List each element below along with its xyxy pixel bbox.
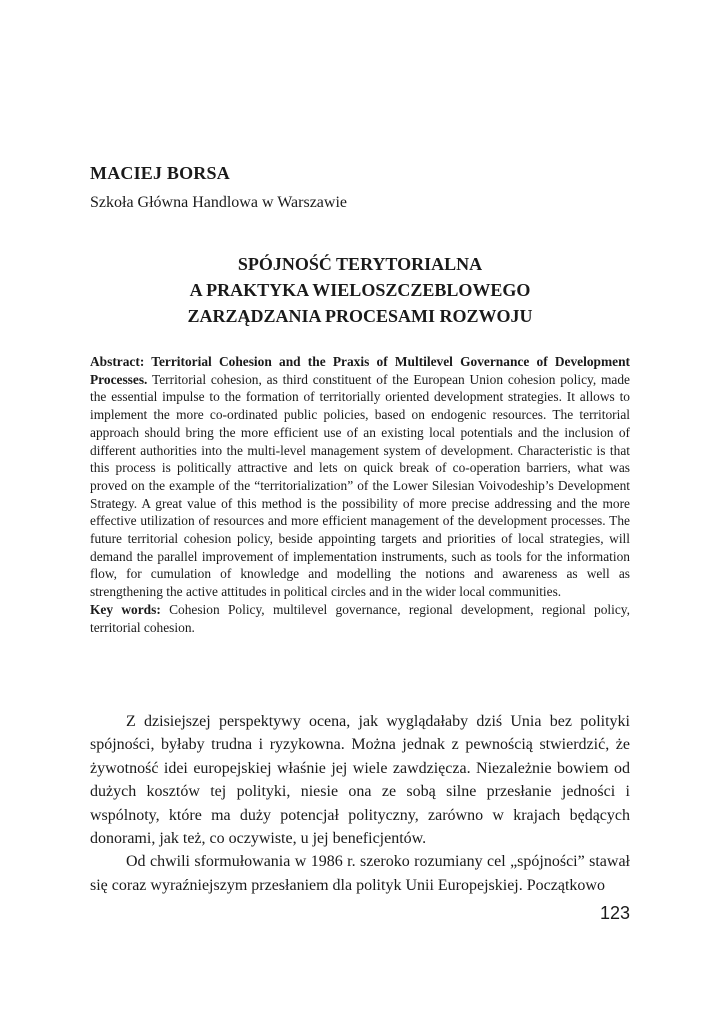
abstract-body [90, 353, 630, 601]
paper-title [90, 251, 630, 329]
keywords-text: Cohesion Policy, multilevel governance, regional development, regional policy, territorial cohesion. [90, 601, 630, 635]
body-paragraph-1: Z dzisiejszej perspektywy ocena, jak wyglądałaby dziś Unia bez polityki spójności, byłaby trudna i ryzykowna. Można jednak z pewnością stwierdzić, że żywotność idei europejskiej właśnie jej wiele zawdzięcza. Niezależnie bowiem od dużych kosztów tej polityki, niesie ona ze sobą silne przesłanie jedności i wspólnoty, które ma duży potencjał polityczny, zarówno w krajach będących donorami, jak też, co oczywiste, u jej beneficjentów. [90, 713, 630, 848]
keywords-label: Key words: [90, 601, 161, 617]
body-text [90, 710, 630, 897]
page-number: 123 [599, 903, 630, 923]
author-name: MACIEJ BORSA [90, 163, 230, 183]
abstract [90, 353, 630, 636]
author-affiliation: Szkoła Główna Handlowa w Warszawie [90, 194, 348, 211]
keywords [90, 601, 630, 636]
title-line-3: ZARZĄDZANIA PROCESAMI ROZWOJU [187, 306, 533, 326]
body-paragraph-2: Od chwili sformułowania w 1986 r. szeroko rozumiany cel „spójności” stawał się coraz wyraźniejszym przesłaniem dla polityk Unii Europejskiej. Początkowo [90, 853, 630, 894]
abstract-heading: Abstract: Territorial Cohesion and the Praxis of Multilevel Governance of Development Processes. [90, 354, 630, 387]
title-line-2: A PRAKTYKA WIELOSZCZEBLOWEGO [189, 280, 531, 300]
abstract-text: Territorial cohesion, as third constituent of the European Union cohesion policy, made the essential impulse to the formation of territorially oriented development strategies. It allows to implement the more co-ordinated public policies, based on endogenic resources. The territorial approach should bring the more efficient use of an existing local potentials and the inclusion of different authorities into the multi-level management system of development. Characteristic is that this process is politically attractive and lets on quick break of co-operation barriers, what was proved on the example of the “territorialization” of the Lower Silesian Voivodeship’s Development Strategy. A great value of this method is the possibility of more precise addressing and the more effective utilization of resources and more efficient management of the development processes. The future territorial cohesion policy, beside appointing targets and priorities of local strategies, will demand the parallel improvement of implementation instruments, such as tools for the information flow, for cumulation of knowledge and modelling the notions and awareness as well as strengthening the active attitudes in political circles and in the wider local communities. [90, 371, 631, 600]
paper-page [90, 0, 630, 1024]
title-line-1: SPÓJNOŚĆ TERYTORIALNA [237, 254, 483, 274]
